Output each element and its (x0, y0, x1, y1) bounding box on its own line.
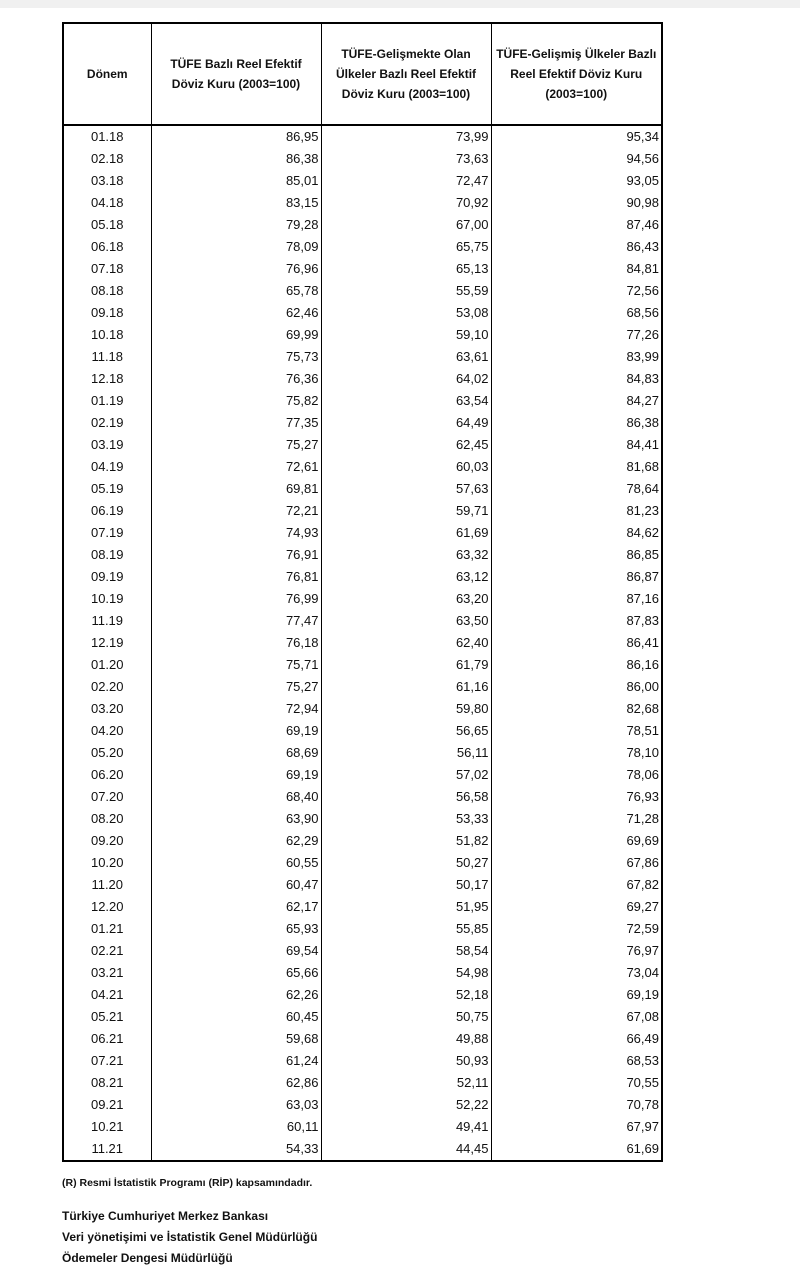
cell-tufe-bazli: 75,71 (151, 654, 321, 676)
cell-gelismekte-olan: 51,95 (321, 896, 491, 918)
table-row (63, 170, 662, 192)
cell-tufe-bazli: 60,47 (151, 874, 321, 896)
cell-period: 10.18 (63, 324, 151, 346)
table-row (63, 1006, 662, 1028)
cell-tufe-bazli: 72,94 (151, 698, 321, 720)
cell-tufe-bazli: 79,28 (151, 214, 321, 236)
cell-gelismis: 84,41 (491, 434, 662, 456)
cell-period: 03.19 (63, 434, 151, 456)
cell-gelismis: 70,78 (491, 1094, 662, 1116)
table-row (63, 698, 662, 720)
cell-gelismis: 86,16 (491, 654, 662, 676)
cell-gelismekte-olan: 65,75 (321, 236, 491, 258)
cell-gelismekte-olan: 52,11 (321, 1072, 491, 1094)
cell-tufe-bazli: 72,21 (151, 500, 321, 522)
cell-gelismis: 84,83 (491, 368, 662, 390)
cell-gelismekte-olan: 53,33 (321, 808, 491, 830)
cell-gelismis: 84,27 (491, 390, 662, 412)
cell-tufe-bazli: 76,18 (151, 632, 321, 654)
table-row (63, 654, 662, 676)
cell-gelismekte-olan: 52,22 (321, 1094, 491, 1116)
cell-tufe-bazli: 74,93 (151, 522, 321, 544)
cell-gelismis: 78,64 (491, 478, 662, 500)
cell-gelismis: 76,93 (491, 786, 662, 808)
table-row (63, 566, 662, 588)
table-row (63, 148, 662, 170)
cell-tufe-bazli: 68,69 (151, 742, 321, 764)
cell-gelismis: 86,85 (491, 544, 662, 566)
cell-period: 11.18 (63, 346, 151, 368)
cell-tufe-bazli: 83,15 (151, 192, 321, 214)
cell-tufe-bazli: 69,54 (151, 940, 321, 962)
cell-period: 08.21 (63, 1072, 151, 1094)
cell-tufe-bazli: 78,09 (151, 236, 321, 258)
cell-period: 03.21 (63, 962, 151, 984)
cell-gelismis: 66,49 (491, 1028, 662, 1050)
cell-gelismis: 69,69 (491, 830, 662, 852)
cell-gelismekte-olan: 55,85 (321, 918, 491, 940)
header-tufe-bazli: TÜFE Bazlı Reel Efektif Döviz Kuru (2003=100) (151, 23, 321, 125)
table-row (63, 125, 662, 148)
cell-gelismis: 67,97 (491, 1116, 662, 1138)
table-row (63, 544, 662, 566)
cell-gelismekte-olan: 52,18 (321, 984, 491, 1006)
table-row (63, 1072, 662, 1094)
table-row (63, 1116, 662, 1138)
table-row (63, 984, 662, 1006)
cell-tufe-bazli: 69,19 (151, 720, 321, 742)
table-row (63, 808, 662, 830)
table-row (63, 192, 662, 214)
org-line-bank: Türkiye Cumhuriyet Merkez Bankası (62, 1209, 269, 1223)
cell-gelismekte-olan: 62,45 (321, 434, 491, 456)
cell-period: 08.18 (63, 280, 151, 302)
cell-gelismis: 86,87 (491, 566, 662, 588)
cell-tufe-bazli: 77,47 (151, 610, 321, 632)
cell-tufe-bazli: 86,38 (151, 148, 321, 170)
cell-gelismekte-olan: 49,41 (321, 1116, 491, 1138)
org-line-directorate-general: Veri yönetişimi ve İstatistik Genel Müdürlüğü (62, 1230, 318, 1244)
cell-period: 12.18 (63, 368, 151, 390)
cell-period: 05.19 (63, 478, 151, 500)
cell-period: 11.19 (63, 610, 151, 632)
cell-period: 02.18 (63, 148, 151, 170)
table-row (63, 412, 662, 434)
table-header-row (63, 23, 662, 125)
cell-gelismekte-olan: 61,16 (321, 676, 491, 698)
cell-gelismekte-olan: 63,20 (321, 588, 491, 610)
cell-tufe-bazli: 60,55 (151, 852, 321, 874)
table-row (63, 434, 662, 456)
reel-efektif-doviz-kuru-table (62, 22, 663, 1162)
cell-period: 02.19 (63, 412, 151, 434)
cell-tufe-bazli: 72,61 (151, 456, 321, 478)
cell-gelismis: 86,41 (491, 632, 662, 654)
cell-gelismis: 72,59 (491, 918, 662, 940)
cell-gelismis: 78,06 (491, 764, 662, 786)
cell-period: 12.20 (63, 896, 151, 918)
table-row (63, 896, 662, 918)
cell-tufe-bazli: 76,96 (151, 258, 321, 280)
cell-gelismekte-olan: 58,54 (321, 940, 491, 962)
cell-gelismis: 81,68 (491, 456, 662, 478)
header-gelismekte-olan: TÜFE-Gelişmekte Olan Ülkeler Bazlı Reel Efektif Döviz Kuru (2003=100) (321, 23, 491, 125)
cell-tufe-bazli: 62,86 (151, 1072, 321, 1094)
table-row (63, 852, 662, 874)
cell-tufe-bazli: 75,27 (151, 676, 321, 698)
cell-gelismis: 73,04 (491, 962, 662, 984)
cell-gelismekte-olan: 50,75 (321, 1006, 491, 1028)
table-row (63, 478, 662, 500)
cell-gelismis: 76,97 (491, 940, 662, 962)
cell-period: 07.18 (63, 258, 151, 280)
cell-gelismekte-olan: 62,40 (321, 632, 491, 654)
cell-gelismis: 87,83 (491, 610, 662, 632)
cell-gelismekte-olan: 73,99 (321, 125, 491, 148)
cell-gelismis: 84,62 (491, 522, 662, 544)
cell-gelismis: 67,08 (491, 1006, 662, 1028)
cell-period: 05.20 (63, 742, 151, 764)
table-row (63, 236, 662, 258)
cell-tufe-bazli: 60,45 (151, 1006, 321, 1028)
cell-gelismekte-olan: 63,54 (321, 390, 491, 412)
cell-gelismis: 72,56 (491, 280, 662, 302)
top-margin-bar (0, 0, 800, 8)
cell-tufe-bazli: 63,03 (151, 1094, 321, 1116)
cell-gelismekte-olan: 56,65 (321, 720, 491, 742)
cell-tufe-bazli: 65,66 (151, 962, 321, 984)
cell-period: 04.18 (63, 192, 151, 214)
cell-period: 02.21 (63, 940, 151, 962)
cell-tufe-bazli: 69,99 (151, 324, 321, 346)
table-row (63, 1094, 662, 1116)
cell-period: 10.20 (63, 852, 151, 874)
cell-period: 09.20 (63, 830, 151, 852)
cell-tufe-bazli: 61,24 (151, 1050, 321, 1072)
org-line-directorate: Ödemeler Dengesi Müdürlüğü (62, 1251, 233, 1265)
cell-gelismekte-olan: 59,71 (321, 500, 491, 522)
cell-tufe-bazli: 76,81 (151, 566, 321, 588)
cell-gelismekte-olan: 50,27 (321, 852, 491, 874)
table-row (63, 720, 662, 742)
cell-period: 05.18 (63, 214, 151, 236)
cell-gelismis: 67,86 (491, 852, 662, 874)
cell-gelismis: 69,19 (491, 984, 662, 1006)
cell-gelismekte-olan: 44,45 (321, 1138, 491, 1161)
cell-gelismekte-olan: 63,50 (321, 610, 491, 632)
cell-gelismekte-olan: 49,88 (321, 1028, 491, 1050)
table-row (63, 500, 662, 522)
table-row (63, 1028, 662, 1050)
cell-tufe-bazli: 77,35 (151, 412, 321, 434)
cell-tufe-bazli: 68,40 (151, 786, 321, 808)
cell-gelismekte-olan: 63,12 (321, 566, 491, 588)
cell-gelismekte-olan: 50,17 (321, 874, 491, 896)
cell-period: 02.20 (63, 676, 151, 698)
cell-period: 01.21 (63, 918, 151, 940)
cell-period: 06.19 (63, 500, 151, 522)
cell-period: 03.18 (63, 170, 151, 192)
cell-gelismekte-olan: 64,49 (321, 412, 491, 434)
cell-gelismis: 77,26 (491, 324, 662, 346)
table-row (63, 786, 662, 808)
cell-period: 09.21 (63, 1094, 151, 1116)
cell-gelismis: 81,23 (491, 500, 662, 522)
table-row (63, 456, 662, 478)
cell-gelismis: 71,28 (491, 808, 662, 830)
cell-gelismekte-olan: 65,13 (321, 258, 491, 280)
cell-tufe-bazli: 76,99 (151, 588, 321, 610)
cell-gelismis: 82,68 (491, 698, 662, 720)
table-row (63, 874, 662, 896)
cell-gelismekte-olan: 54,98 (321, 962, 491, 984)
cell-gelismekte-olan: 51,82 (321, 830, 491, 852)
cell-gelismekte-olan: 56,58 (321, 786, 491, 808)
table-row (63, 280, 662, 302)
cell-period: 01.18 (63, 125, 151, 148)
cell-tufe-bazli: 75,82 (151, 390, 321, 412)
cell-gelismekte-olan: 53,08 (321, 302, 491, 324)
cell-gelismis: 95,34 (491, 125, 662, 148)
cell-period: 10.21 (63, 1116, 151, 1138)
cell-period: 04.21 (63, 984, 151, 1006)
cell-period: 05.21 (63, 1006, 151, 1028)
cell-gelismis: 68,53 (491, 1050, 662, 1072)
cell-gelismis: 93,05 (491, 170, 662, 192)
cell-period: 06.21 (63, 1028, 151, 1050)
cell-gelismekte-olan: 63,61 (321, 346, 491, 368)
cell-gelismis: 86,43 (491, 236, 662, 258)
cell-tufe-bazli: 85,01 (151, 170, 321, 192)
cell-period: 07.20 (63, 786, 151, 808)
cell-gelismis: 87,16 (491, 588, 662, 610)
table-row (63, 302, 662, 324)
table-row (63, 830, 662, 852)
table-row (63, 588, 662, 610)
cell-period: 06.20 (63, 764, 151, 786)
cell-period: 04.19 (63, 456, 151, 478)
cell-tufe-bazli: 62,26 (151, 984, 321, 1006)
cell-period: 01.19 (63, 390, 151, 412)
cell-gelismis: 86,38 (491, 412, 662, 434)
cell-tufe-bazli: 75,27 (151, 434, 321, 456)
cell-tufe-bazli: 60,11 (151, 1116, 321, 1138)
cell-period: 01.20 (63, 654, 151, 676)
table-row (63, 764, 662, 786)
cell-tufe-bazli: 54,33 (151, 1138, 321, 1161)
cell-gelismis: 84,81 (491, 258, 662, 280)
footnote: (R) Resmi İstatistik Programı (RİP) kapsamındadır. (62, 1177, 313, 1189)
cell-gelismekte-olan: 60,03 (321, 456, 491, 478)
cell-period: 11.20 (63, 874, 151, 896)
cell-gelismis: 90,98 (491, 192, 662, 214)
cell-gelismekte-olan: 61,69 (321, 522, 491, 544)
cell-gelismis: 69,27 (491, 896, 662, 918)
cell-gelismekte-olan: 55,59 (321, 280, 491, 302)
cell-period: 03.20 (63, 698, 151, 720)
cell-period: 07.19 (63, 522, 151, 544)
cell-tufe-bazli: 65,93 (151, 918, 321, 940)
cell-gelismekte-olan: 57,02 (321, 764, 491, 786)
cell-gelismekte-olan: 59,80 (321, 698, 491, 720)
cell-period: 07.21 (63, 1050, 151, 1072)
cell-tufe-bazli: 76,36 (151, 368, 321, 390)
cell-gelismekte-olan: 73,63 (321, 148, 491, 170)
table-row (63, 610, 662, 632)
table-row (63, 1138, 662, 1161)
cell-gelismis: 94,56 (491, 148, 662, 170)
cell-gelismis: 67,82 (491, 874, 662, 896)
cell-gelismekte-olan: 63,32 (321, 544, 491, 566)
cell-tufe-bazli: 62,17 (151, 896, 321, 918)
cell-gelismekte-olan: 57,63 (321, 478, 491, 500)
table-row (63, 742, 662, 764)
table-row (63, 940, 662, 962)
cell-gelismekte-olan: 56,11 (321, 742, 491, 764)
cell-gelismis: 68,56 (491, 302, 662, 324)
table-row (63, 346, 662, 368)
cell-period: 09.18 (63, 302, 151, 324)
cell-gelismis: 78,10 (491, 742, 662, 764)
cell-tufe-bazli: 69,81 (151, 478, 321, 500)
cell-gelismis: 78,51 (491, 720, 662, 742)
cell-period: 10.19 (63, 588, 151, 610)
cell-tufe-bazli: 75,73 (151, 346, 321, 368)
cell-period: 12.19 (63, 632, 151, 654)
cell-gelismis: 86,00 (491, 676, 662, 698)
cell-gelismis: 70,55 (491, 1072, 662, 1094)
cell-tufe-bazli: 69,19 (151, 764, 321, 786)
cell-gelismekte-olan: 70,92 (321, 192, 491, 214)
cell-tufe-bazli: 86,95 (151, 125, 321, 148)
cell-gelismekte-olan: 64,02 (321, 368, 491, 390)
table-row (63, 390, 662, 412)
table-row (63, 632, 662, 654)
cell-period: 04.20 (63, 720, 151, 742)
cell-tufe-bazli: 63,90 (151, 808, 321, 830)
cell-tufe-bazli: 65,78 (151, 280, 321, 302)
table-row (63, 918, 662, 940)
cell-period: 08.19 (63, 544, 151, 566)
table-row (63, 258, 662, 280)
cell-period: 09.19 (63, 566, 151, 588)
cell-gelismis: 83,99 (491, 346, 662, 368)
cell-gelismekte-olan: 67,00 (321, 214, 491, 236)
header-gelismis: TÜFE-Gelişmiş Ülkeler Bazlı Reel Efektif Döviz Kuru (2003=100) (491, 23, 662, 125)
table-row (63, 324, 662, 346)
table-row (63, 522, 662, 544)
cell-period: 11.21 (63, 1138, 151, 1161)
table-row (63, 676, 662, 698)
cell-gelismekte-olan: 59,10 (321, 324, 491, 346)
table-row (63, 1050, 662, 1072)
table-row (63, 214, 662, 236)
cell-period: 06.18 (63, 236, 151, 258)
cell-gelismis: 61,69 (491, 1138, 662, 1161)
cell-tufe-bazli: 62,46 (151, 302, 321, 324)
cell-gelismis: 87,46 (491, 214, 662, 236)
cell-gelismekte-olan: 61,79 (321, 654, 491, 676)
cell-tufe-bazli: 62,29 (151, 830, 321, 852)
cell-gelismekte-olan: 50,93 (321, 1050, 491, 1072)
table-row (63, 368, 662, 390)
table-row (63, 962, 662, 984)
cell-tufe-bazli: 76,91 (151, 544, 321, 566)
cell-gelismekte-olan: 72,47 (321, 170, 491, 192)
cell-tufe-bazli: 59,68 (151, 1028, 321, 1050)
cell-period: 08.20 (63, 808, 151, 830)
header-donem: Dönem (63, 23, 151, 125)
